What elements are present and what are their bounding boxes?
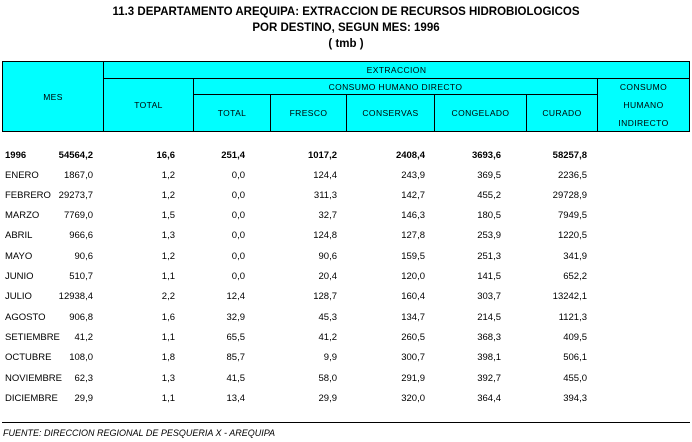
cell-mes: JUNIO — [5, 271, 34, 282]
cell-fresco: 160,4 — [401, 291, 425, 302]
cell-chd-total: 364,4 — [477, 393, 501, 404]
cell-congelado: 0,0 — [231, 251, 245, 262]
cell-chd-total: 251,3 — [477, 251, 501, 262]
cell-conservas: 124,8 — [313, 230, 337, 241]
cell-mes: SETIEMBRE — [5, 332, 60, 343]
table-row — [2, 267, 690, 287]
cell-mes: JULIO — [5, 291, 32, 302]
cell-fresco: 320,0 — [401, 393, 425, 404]
cell-fresco: 291,9 — [401, 373, 425, 384]
cell-chd-total: 3693,6 — [471, 150, 501, 161]
cell-curado: 1,1 — [161, 393, 175, 404]
cell-curado: 1,2 — [161, 251, 175, 262]
cell-chi: 29,9 — [74, 393, 93, 404]
header-conservas: CONSERVAS — [362, 108, 419, 118]
cell-conservas: 311,3 — [313, 190, 337, 201]
cell-chi: 12938,4 — [58, 291, 93, 302]
cell-fresco: 260,5 — [401, 332, 425, 343]
cell-curado: 1,1 — [161, 332, 175, 343]
cell-mes: OCTUBRE — [5, 352, 52, 363]
cell-total: 1121,3 — [558, 312, 587, 323]
cell-fresco: 159,5 — [401, 251, 425, 262]
cell-chi: 7769,0 — [63, 210, 93, 221]
cell-chd-total: 303,7 — [477, 291, 501, 302]
cell-conservas: 41,2 — [318, 332, 337, 343]
cell-congelado: 0,0 — [231, 190, 245, 201]
table-row — [2, 308, 690, 328]
cell-fresco: 2408,4 — [395, 150, 425, 161]
table-row — [2, 389, 690, 409]
cell-chi: 906,8 — [69, 312, 93, 323]
cell-curado: 1,3 — [161, 230, 175, 241]
cell-curado: 1,5 — [161, 210, 175, 221]
cell-chi: 1867,0 — [63, 170, 93, 181]
table-row — [2, 348, 690, 368]
cell-congelado: 0,0 — [231, 210, 245, 221]
cell-congelado: 0,0 — [231, 230, 245, 241]
cell-conservas: 20,4 — [318, 271, 337, 282]
cell-fresco: 300,7 — [401, 352, 425, 363]
title-line-2: POR DESTINO, SEGUN MES: 1996 — [252, 22, 440, 34]
table-header — [2, 61, 690, 132]
cell-mes: FEBRERO — [5, 190, 51, 201]
cell-chi: 966,6 — [69, 230, 93, 241]
source-note: FUENTE: DIRECCION REGIONAL DE PESQUERIA X - AREQUIPA — [3, 428, 276, 438]
cell-congelado: 0,0 — [231, 170, 245, 181]
header-fresco: FRESCO — [289, 108, 328, 118]
cell-conservas: 128,7 — [313, 291, 337, 302]
cell-total: 7949,5 — [557, 210, 587, 221]
table-row — [2, 186, 690, 206]
cell-total: 29728,9 — [552, 190, 587, 201]
cell-congelado: 32,9 — [226, 312, 245, 323]
cell-chd-total: 180,5 — [477, 210, 501, 221]
cell-conservas: 32,7 — [318, 210, 337, 221]
cell-mes: 1996 — [5, 150, 27, 161]
cell-mes: MARZO — [5, 210, 40, 221]
cell-fresco: 243,9 — [401, 170, 425, 181]
cell-mes: ENERO — [5, 170, 39, 181]
cell-conservas: 45,3 — [318, 312, 337, 323]
cell-conservas: 58,0 — [318, 373, 337, 384]
cell-curado: 1,1 — [161, 271, 175, 282]
cell-total: 455,0 — [563, 373, 587, 384]
cell-mes: ABRIL — [5, 230, 33, 241]
cell-mes: DICIEMBRE — [5, 393, 58, 404]
cell-curado: 1,8 — [161, 352, 175, 363]
cell-curado: 1,3 — [161, 373, 175, 384]
title-line-1: 11.3 DEPARTAMENTO AREQUIPA: EXTRACCION DE RECURSOS HIDROBIOLOGICOS — [112, 6, 580, 18]
cell-congelado: 12,4 — [226, 291, 245, 302]
cell-congelado: 0,0 — [231, 271, 245, 282]
cell-fresco: 142,7 — [401, 190, 425, 201]
table-row — [2, 226, 690, 246]
cell-congelado: 41,5 — [226, 373, 245, 384]
cell-congelado: 13,4 — [226, 393, 245, 404]
cell-curado: 1,2 — [161, 190, 175, 201]
cell-chi: 41,2 — [74, 332, 93, 343]
cell-conservas: 124,4 — [313, 170, 337, 181]
header-chi-line-2: HUMANO — [623, 100, 664, 110]
cell-curado: 16,6 — [156, 150, 175, 161]
cell-conservas: 29,9 — [318, 393, 337, 404]
cell-chi: 29273,7 — [58, 190, 93, 201]
cell-chd-total: 398,1 — [477, 352, 501, 363]
cell-chi: 54564,2 — [58, 150, 93, 161]
header-mes: MES — [43, 91, 63, 102]
header-consumo-humano-indirecto — [598, 79, 689, 131]
cell-total: 394,3 — [563, 393, 587, 404]
cell-total: 58257,8 — [552, 150, 587, 161]
table-bottom-rule — [2, 422, 690, 423]
table-row-year-total — [2, 146, 690, 166]
table-row — [2, 369, 690, 389]
cell-total: 341,9 — [563, 251, 587, 262]
cell-chi: 90,6 — [74, 251, 93, 262]
cell-total: 13242,1 — [552, 291, 587, 302]
cell-chd-total: 141,5 — [477, 271, 501, 282]
cell-fresco: 120,0 — [401, 271, 425, 282]
cell-total: 652,2 — [563, 271, 587, 282]
cell-congelado: 85,7 — [226, 352, 245, 363]
cell-congelado: 65,5 — [226, 332, 245, 343]
header-curado: CURADO — [542, 108, 582, 118]
cell-mes: NOVIEMBRE — [5, 373, 63, 384]
cell-fresco: 127,8 — [401, 230, 425, 241]
cell-total: 506,1 — [563, 352, 587, 363]
cell-congelado: 251,4 — [221, 150, 245, 161]
header-congelado: CONGELADO — [451, 108, 510, 118]
header-chi-line-3: INDIRECTO — [618, 118, 669, 128]
cell-conservas: 90,6 — [318, 251, 337, 262]
table-row — [2, 328, 690, 348]
header-total: TOTAL — [134, 100, 163, 110]
cell-chd-total: 368,3 — [477, 332, 501, 343]
cell-chi: 510,7 — [69, 271, 93, 282]
table-row — [2, 247, 690, 267]
header-chi-line-1: CONSUMO — [619, 82, 668, 92]
table-row — [2, 287, 690, 307]
table-row — [2, 166, 690, 186]
cell-curado: 2,2 — [161, 291, 175, 302]
header-consumo-humano-directo: CONSUMO HUMANO DIRECTO — [328, 81, 463, 92]
cell-chi: 108,0 — [69, 352, 93, 363]
cell-total: 2236,5 — [557, 170, 587, 181]
title-unit: ( tmb ) — [328, 38, 364, 50]
cell-fresco: 134,7 — [401, 312, 425, 323]
cell-mes: MAYO — [5, 251, 33, 262]
cell-fresco: 146,3 — [401, 210, 425, 221]
cell-mes: AGOSTO — [5, 312, 46, 323]
cell-curado: 1,6 — [161, 312, 175, 323]
cell-conservas: 9,9 — [323, 352, 337, 363]
header-extraccion: EXTRACCION — [366, 65, 427, 75]
cell-chi: 62,3 — [74, 373, 93, 384]
cell-chd-total: 392,7 — [477, 373, 501, 384]
cell-total: 1220,5 — [557, 230, 587, 241]
table-row — [2, 206, 690, 226]
cell-total: 409,5 — [563, 332, 587, 343]
cell-curado: 1,2 — [161, 170, 175, 181]
header-chd-total: TOTAL — [217, 108, 247, 118]
cell-chd-total: 455,2 — [477, 190, 501, 201]
cell-conservas: 1017,2 — [307, 150, 337, 161]
cell-chd-total: 253,9 — [477, 230, 501, 241]
cell-chd-total: 214,5 — [477, 312, 501, 323]
cell-chd-total: 369,5 — [477, 170, 501, 181]
